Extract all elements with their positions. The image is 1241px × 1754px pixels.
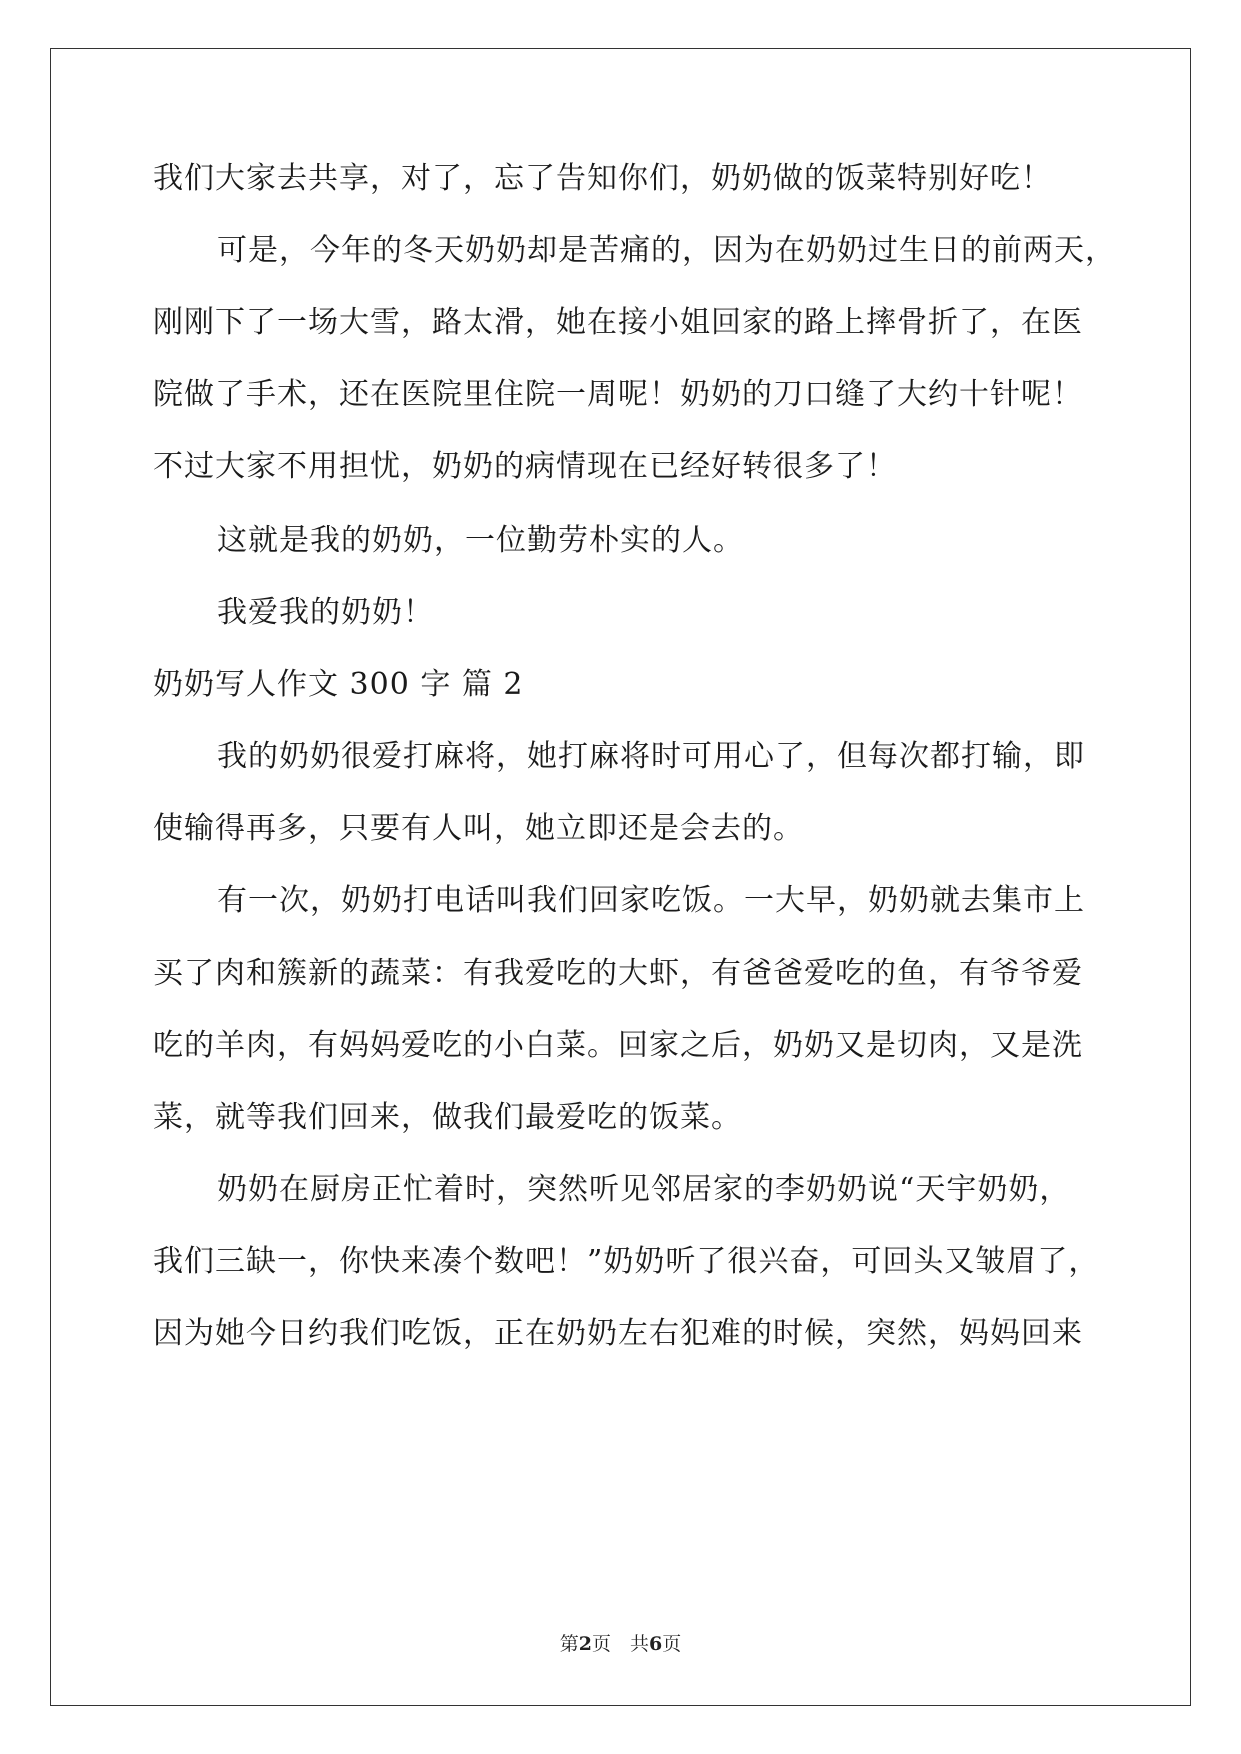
footer-prefix: 第 [559, 1633, 579, 1655]
section-heading: 奶奶写人作文 300 字 篇 2 [153, 667, 524, 702]
paragraph-line: 我爱我的奶奶！ [217, 595, 434, 630]
paragraph-line: 菜，就等我们回来，做我们最爱吃的饭菜。 [153, 1100, 742, 1135]
paragraph-line: 这就是我的奶奶，一位勤劳朴实的人。 [217, 523, 744, 558]
footer-mid: 页 共 [591, 1633, 649, 1655]
paragraph-line: 刚刚下了一场大雪，路太滑，她在接小姐回家的路上摔骨折了，在医 [153, 305, 1083, 340]
paragraph-line: 可是，今年的冬天奶奶却是苦痛的，因为在奶奶过生日的前两天， [217, 233, 1116, 268]
paragraph-line: 买了肉和簇新的蔬菜：有我爱吃的大虾，有爸爸爱吃的鱼，有爷爷爱 [153, 956, 1083, 991]
paragraph-line: 吃的羊肉，有妈妈爱吃的小白菜。回家之后，奶奶又是切肉，又是洗 [153, 1028, 1083, 1063]
paragraph-line: 使输得再多，只要有人叫，她立即还是会去的。 [153, 811, 804, 846]
page-frame [50, 48, 1191, 1706]
paragraph-line: 我们大家去共享，对了，忘了告知你们，奶奶做的饭菜特别好吃！ [153, 161, 1052, 196]
paragraph-line: 因为她今日约我们吃饭，正在奶奶左右犯难的时候，突然，妈妈回来 [153, 1316, 1083, 1351]
current-page-number: 2 [578, 1633, 592, 1655]
paragraph-line: 有一次，奶奶打电话叫我们回家吃饭。一大早，奶奶就去集市上 [217, 883, 1085, 918]
paragraph-line: 奶奶在厨房正忙着时，突然听见邻居家的李奶奶说“天宇奶奶， [217, 1172, 1071, 1207]
page-footer [0, 1629, 1241, 1656]
paragraph-line: 院做了手术，还在医院里住院一周呢！奶奶的刀口缝了大约十针呢！ [153, 377, 1083, 412]
paragraph-line: 我的奶奶很爱打麻将，她打麻将时可用心了，但每次都打输，即 [217, 739, 1085, 774]
footer-suffix: 页 [662, 1633, 682, 1655]
paragraph-line: 我们三缺一，你快来凑个数吧！”奶奶听了很兴奋，可回头又皱眉了， [153, 1244, 1100, 1279]
paragraph-line: 不过大家不用担忧，奶奶的病情现在已经好转很多了！ [153, 449, 897, 484]
total-pages-number: 6 [649, 1633, 663, 1655]
